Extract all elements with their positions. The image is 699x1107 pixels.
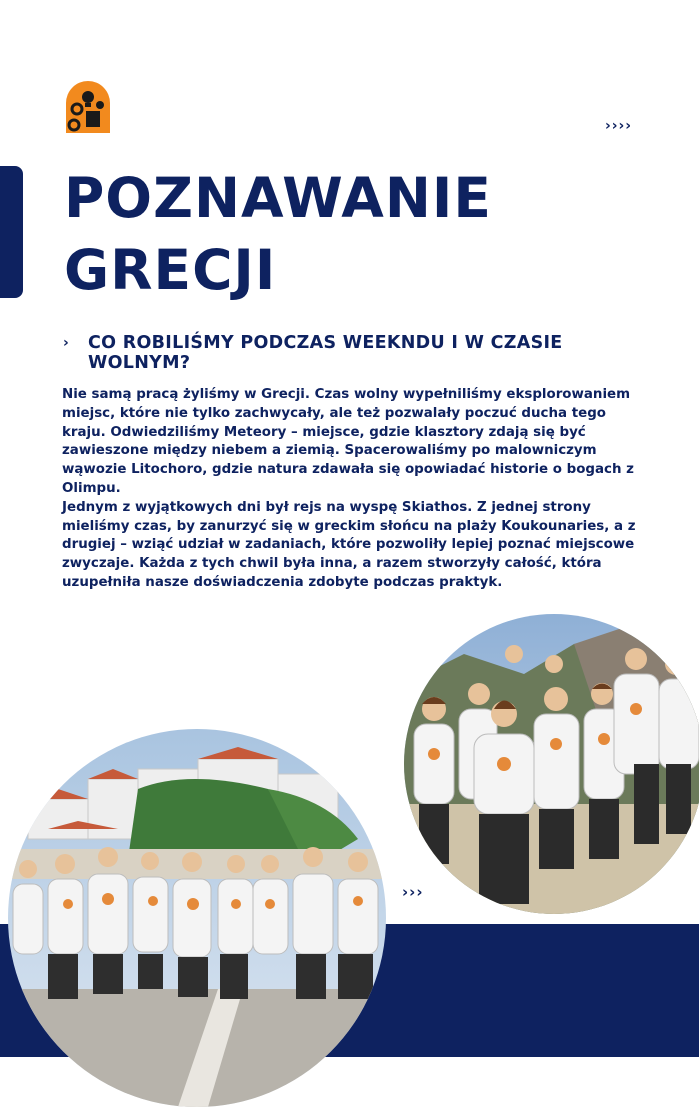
paragraph-2: Jednym z wyjątkowych dni był rejs na wyspę Skiathos. Z jednej strony mieliśmy czas, by zanurzyć się w greckim słońcu na plaży Koukounaries, a z drugiej – wziąć udział w zadaniach, które pozwoliły lepiej poznać miejscowe zwyczaje. Każda z tych chwil była inna, a razem stworzyły całość, która uzupełniła nasze doświadczenia zdobyte podczas praktyk. bbox=[62, 499, 636, 590]
section-heading-block bbox=[63, 333, 623, 373]
gears-lightbulb-icon bbox=[66, 81, 110, 133]
decorative-arrows-mid: ››› bbox=[402, 883, 424, 901]
section-body bbox=[62, 386, 647, 593]
section-heading: CO ROBILIŚMY PODCZAS WEEKNDU I W CZASIE WOLNYM? bbox=[88, 333, 563, 373]
title-line-2: GRECJI bbox=[64, 238, 277, 302]
accent-side-bar bbox=[0, 166, 23, 298]
paragraph-1: Nie samą pracą żyliśmy w Grecji. Czas wolny wypełniliśmy eksplorowaniem miejsc, które nie tylko zachwycały, ale też pozwalały poczuć ducha tego kraju. Odwiedziliśmy Meteory – miejsce, gdzie klasztory zdają się być zawieszone między niebem a ziemią. Spacerowaliśmy po malowniczym wąwozie Litochoro, gdzie natura zdawała się opowiadać historie o bogach z Olimpu. bbox=[62, 387, 634, 496]
title-line-1: POZNAWANIE bbox=[64, 166, 492, 230]
group-photo-skiathos bbox=[8, 729, 386, 1107]
group-photo-meteora bbox=[404, 614, 699, 914]
chevron-right-icon: › bbox=[63, 335, 69, 351]
decorative-arrows: ›››› bbox=[605, 118, 633, 134]
page-title bbox=[64, 162, 492, 306]
